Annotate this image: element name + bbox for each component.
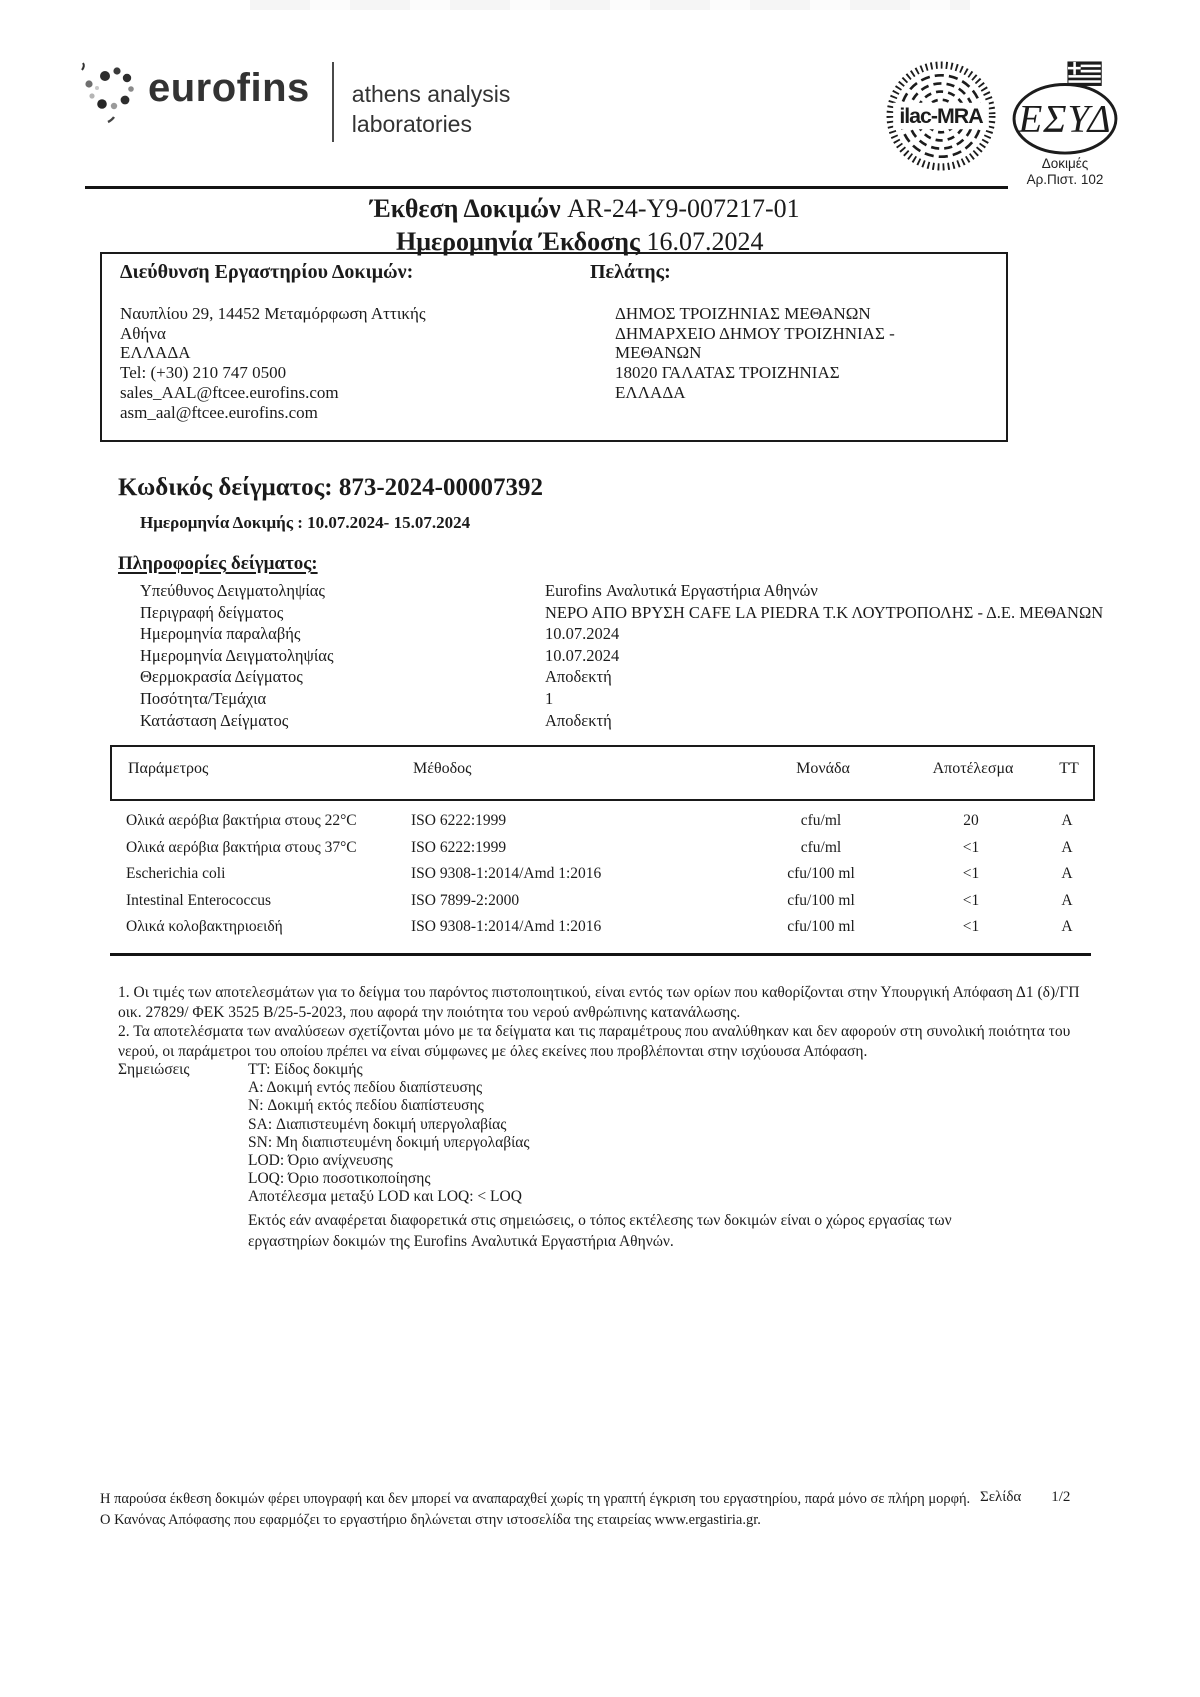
cell-unit: cfu/100 ml [787,891,855,909]
sample-info-row [140,646,1165,668]
column-header-result: Αποτέλεσμα [932,760,1014,777]
client-heading: Πελάτης: [590,261,671,283]
cell-method: ISO 6222:1999 [411,838,507,856]
sample-code-label: Κωδικός δείγματος: [118,474,333,501]
cell-method: ISO 6222:1999 [411,812,507,829]
ilac-mra-logo [885,60,997,172]
table-row [110,812,1091,839]
header-rule [85,186,1008,189]
notes-heading: Σημειώσεις [118,1061,190,1078]
notes-list [248,1061,530,1207]
accreditation-logos [885,60,1125,188]
footer-line-1: Η παρούσα έκθεση δοκιμών φέρει υπογραφή και δεν μπορεί να αναπαραχθεί χωρίς τη γραπτή έγκριση του εργαστηρίου, παρά μόνο σε πλήρη μορφή. [100,1491,971,1507]
footer [100,1489,980,1531]
cell-tt: A [1061,812,1073,829]
brand-subtitle [352,80,511,140]
report-number: AR-24-Y9-007217-01 [567,194,800,223]
esyd-logo [1006,60,1124,156]
brand-subtitle-line2: laboratories [351,110,472,137]
info-label: Ημερομηνία παραλαβής [140,624,301,644]
info-label: Περιγραφή δείγματος [140,602,284,622]
sample-info-row [140,624,1165,646]
cell-parameter: Ολικά κολοβακτηριοειδή [126,918,283,936]
table-row [110,918,1091,945]
cell-parameter: Intestinal Enterococcus [126,891,272,909]
column-header-parameter: Παράμετρος [128,760,209,777]
results-table-header [110,745,1095,801]
cell-result: 20 [963,812,979,829]
scan-artifact [250,0,970,10]
table-row [110,839,1091,866]
issue-date-value: 16.07.2024 [646,227,764,256]
remarks [118,983,1086,1061]
brand-name: eurofins [148,66,310,110]
column-header-unit: Μονάδα [796,760,850,777]
info-label: Υπεύθυνος Δειγματοληψίας [140,581,325,600]
cell-result: <1 [962,891,980,909]
note-item: Α: Δοκιμή εντός πεδίου διαπίστευσης [248,1079,483,1097]
esyd-block [1005,60,1125,188]
sample-info-row [140,603,1165,625]
sample-code-value: 873-2024-00007392 [338,474,543,501]
column-header-method: Μέθοδος [413,760,472,777]
test-date-label: Ημερομηνία Δοκιμής : [140,513,303,532]
esyd-caption-1: Δοκιμές [1041,156,1089,171]
cell-parameter: Ολικά αερόβια βακτήρια στους 22°C [126,812,357,829]
info-value: Αποδεκτή [545,667,612,687]
page-number: 1/2 [1051,1489,1071,1505]
cell-parameter: Escherichia coli [126,865,226,883]
client-address-line: 18020 ΓΑΛΑΤΑΣ ΤΡΟΙΖΗΝΙΑΣ [615,363,840,383]
esyd-caption-2: Αρ.Πιστ. 102 [1026,172,1104,188]
test-date-value: 10.07.2024- 15.07.2024 [307,513,471,532]
info-label: Ποσότητα/Τεμάχια [140,688,267,708]
lab-address-line: Ναυπλίου 29, 14452 Μεταμόρφωση Αττικής [120,304,426,323]
table-row [110,892,1091,919]
info-label: Ημερομηνία Δειγματοληψίας [140,645,334,665]
note-item: N: Δοκιμή εκτός πεδίου διαπίστευσης [248,1097,484,1115]
cell-method: ISO 9308-1:2014/Amd 1:2016 [411,865,602,883]
eurofins-logo-icon [78,60,136,126]
info-value: Eurofins Αναλυτικά Εργαστήρια Αθηνών [545,581,818,600]
sample-info-row [140,581,1165,603]
report-title-block [370,192,800,258]
lab-address-line: Tel: (+30) 210 747 0500 [120,363,287,383]
results-table-body [110,812,1091,956]
execution-place-disclaimer: Εκτός εάν αναφέρεται διαφορετικά στις σημειώσεις, ο τόπος εκτέλεσης των δοκιμών είναι ο χώρος εργασίας των εργαστηρίων δοκιμών της Eurofins Αναλυτικά Εργαστήρια Αθηνών. [248,1212,952,1250]
sample-code-line [118,474,543,502]
info-value: ΝΕΡΟ ΑΠΟ ΒΡΥΣΗ CAFE LA PIEDRA Τ.Κ ΛΟΥΤΡΟΠΟΛΗΣ - Δ.Ε. ΜΕΘΑΝΩΝ [545,602,1104,622]
cell-result: <1 [962,865,980,883]
cell-tt: A [1061,891,1073,909]
cell-unit: cfu/100 ml [787,865,855,883]
brand-divider [332,62,334,142]
info-value: 1 [545,688,554,708]
page-indicator [980,1489,1070,1506]
info-value: Αποδεκτή [545,710,612,730]
cell-tt: A [1061,838,1073,856]
note-item: SA: Διαπιστευμένη δοκιμή υπεργολαβίας [248,1115,507,1133]
lab-address-line: ΕΛΛΑΔΑ [120,343,191,363]
info-value: 10.07.2024 [545,624,620,644]
lab-email: sales_AAL@ftcee.eurofins.com [120,382,339,402]
cell-unit: cfu/ml [800,838,842,856]
cell-tt: A [1061,918,1073,936]
lab-address [120,304,426,422]
cell-result: <1 [962,918,980,936]
client-address [615,304,947,403]
lab-address-line: Αθήνα [120,323,166,343]
issue-date-label: Ημερομηνία Έκδοσης [396,227,641,256]
table-row [110,865,1091,892]
sample-info-heading: Πληροφορίες δείγματος: [118,553,318,574]
client-address-line: ΔΗΜΑΡΧΕΙΟ ΔΗΜΟΥ ΤΡΟΙΖΗΝΙΑΣ - ΜΕΘΑΝΩΝ [615,323,895,363]
info-label: Κατάσταση Δείγματος [140,710,289,730]
ilac-mra-label: ilac-MRA [899,104,983,129]
cell-tt: A [1061,865,1073,883]
brand-subtitle-line1: athens analysis [351,81,511,107]
esyd-label: ΕΣΥΔ [1018,97,1112,141]
cell-unit: cfu/100 ml [787,918,855,936]
report-title [370,192,800,225]
info-label: Θερμοκρασία Δείγματος [140,667,303,687]
address-box [100,252,1008,442]
cell-result: <1 [962,838,980,856]
cell-method: ISO 9308-1:2014/Amd 1:2016 [411,918,602,936]
test-date-line [140,513,470,533]
greek-flag-icon [1068,62,1101,86]
note-item: LOQ: Όριο ποσοτικοποίησης [248,1170,431,1188]
sample-info-list [140,581,1165,732]
note-item: LOD: Όριο ανίχνευσης [248,1152,393,1170]
note-item: Αποτέλεσμα μεταξύ LOD και LOQ: < LOQ [248,1188,522,1206]
eurofins-brand [78,58,510,142]
remark-1: 1. Οι τιμές των αποτελεσμάτων για το δείγμα του παρόντος πιστοποιητικού, είναι εντός των ορίων που καθορίζονται στην Υπουργική Απόφαση Δ1 (δ)/ΓΠ οικ. 27829/ ΦΕΚ 3525 Β/25-5-2023, που αφορά την ποιότητα του νερού ανθρώπινης κατανάλωσης. [118,984,1080,1021]
page-label: Σελίδα [980,1489,1022,1505]
lab-address-heading: Διεύθυνση Εργαστηρίου Δοκιμών: [120,261,414,283]
column-header-tt: TT [1059,760,1079,777]
cell-method: ISO 7899-2:2000 [411,891,520,909]
sample-info-row [140,667,1165,689]
sample-info-row [140,711,1165,733]
report-title-label: Έκθεση Δοκιμών [370,194,561,223]
cell-unit: cfu/ml [800,812,842,829]
lab-email: asm_aal@ftcee.eurofins.com [120,402,318,422]
client-address-line: ΕΛΛΑΔΑ [615,382,686,402]
remark-2: 2. Τα αποτελέσματα των αναλύσεων σχετίζονται μόνο με τα δείγματα και τις παραμέτρους που αναλύθηκαν και δεν αφορούν στη συνολική ποιότητα του νερού, οι παράμετροι του οποίου πρέπει να είναι σύμφωνες με όλες εκείνες που προβλέπονται στην ισχύουσα Απόφαση. [118,1023,1071,1060]
footer-line-2: Ο Κανόνας Απόφασης που εφαρμόζει το εργαστήριο δηλώνεται στην ιστοσελίδα της εταιρείας www.ergastiria.gr. [100,1512,761,1528]
sample-info-row [140,689,1165,711]
cell-parameter: Ολικά αερόβια βακτήρια στους 37°C [126,838,357,856]
note-item: TT: Είδος δοκιμής [248,1061,363,1078]
info-value: 10.07.2024 [545,645,620,665]
note-item: SN: Μη διαπιστευμένη δοκιμή υπεργολαβίας [248,1133,530,1151]
client-address-line: ΔΗΜΟΣ ΤΡΟΙΖΗΝΙΑΣ ΜΕΘΑΝΩΝ [615,304,871,323]
